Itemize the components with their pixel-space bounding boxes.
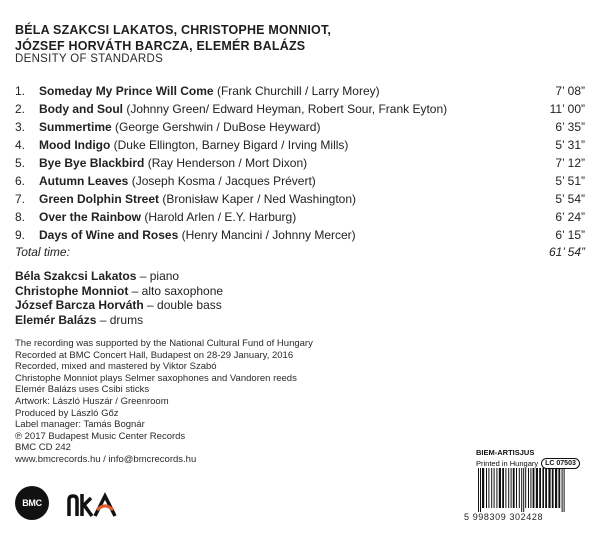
track-row	[15, 136, 585, 154]
track-credits: (Frank Churchill / Larry Morey)	[213, 84, 380, 98]
track-number: 5.	[15, 156, 26, 170]
track-time: 6’ 15”	[555, 228, 585, 242]
barcode-bar	[502, 468, 504, 508]
liner-note-line: Label manager: Tamás Bognár	[15, 419, 145, 431]
barcode-number: 5 998309 302428	[464, 512, 544, 522]
personnel-row	[15, 284, 223, 299]
musician-role: – double bass	[143, 298, 222, 312]
barcode-bar	[523, 468, 524, 512]
barcode-bar	[478, 468, 479, 512]
barcode-bar	[488, 468, 489, 508]
track-number: 9.	[15, 228, 26, 242]
barcode-bar	[513, 468, 515, 508]
track-title	[39, 208, 296, 226]
track-title	[39, 172, 316, 190]
liner-note-line: Recorded, mixed and mastered by Viktor Szabó	[15, 361, 217, 373]
barcode-bar	[486, 468, 487, 508]
track-number: 1.	[15, 84, 26, 98]
track-title	[39, 100, 447, 118]
barcode-bar	[505, 468, 506, 508]
track-number: 7.	[15, 192, 26, 206]
barcode-bar	[499, 468, 501, 508]
barcode-bar	[542, 468, 544, 508]
track-title-text: Days of Wine and Roses	[39, 228, 179, 242]
barcode-bar	[525, 468, 526, 508]
track-credits: (Bronisław Kaper / Ned Washington)	[159, 192, 357, 206]
barcode-bar	[548, 468, 550, 508]
track-credits: (Harold Arlen / E.Y. Harburg)	[141, 210, 297, 224]
track-time: 6’ 35”	[555, 120, 585, 134]
barcode-bar	[558, 468, 560, 508]
nka-logo	[67, 492, 119, 518]
track-credits: (Duke Ellington, Barney Bigard / Irving Mills)	[110, 138, 349, 152]
track-row	[15, 100, 585, 118]
musician-role: – piano	[136, 269, 180, 283]
album-title: DENSITY OF STANDARDS	[15, 53, 164, 65]
lc-code: LC 07503	[541, 458, 580, 469]
track-row	[15, 226, 585, 244]
barcode-bar	[539, 468, 541, 508]
track-time: 7’ 08”	[555, 84, 585, 98]
total-time	[15, 243, 585, 261]
barcode-bar	[521, 468, 522, 512]
printed-in-label: Printed in Hungary	[476, 459, 539, 468]
track-credits: (Johnny Green/ Edward Heyman, Robert Sour, Frank Eyton)	[123, 102, 448, 116]
liner-note-line: Recorded at BMC Concert Hall, Budapest on 28-29 January, 2016	[15, 349, 294, 361]
barcode-bar	[496, 468, 497, 508]
track-title-text: Summertime	[39, 120, 112, 134]
track-title-text: Green Dolphin Street	[39, 192, 160, 206]
liner-note-line: The recording was supported by the National Cultural Fund of Hungary	[15, 338, 313, 349]
track-time: 11’ 00”	[549, 102, 585, 116]
barcode-bar	[480, 468, 481, 512]
barcode	[474, 468, 586, 512]
barcode-bar	[511, 468, 512, 508]
track-title-text: Bye Bye Blackbird	[39, 156, 145, 170]
barcode-bar	[508, 468, 509, 508]
personnel-row	[15, 269, 223, 284]
barcode-bar	[545, 468, 547, 508]
musician-name: Elemér Balázs	[15, 312, 97, 327]
track-row	[15, 172, 585, 190]
barcode-bar	[533, 468, 535, 508]
track-credits: (Joseph Kosma / Jacques Prévert)	[128, 174, 316, 188]
nka-logo-text: nka	[67, 492, 69, 493]
personnel-row	[15, 313, 223, 328]
track-number: 6.	[15, 174, 26, 188]
musician-role: – alto saxophone	[128, 283, 224, 298]
liner-notes	[15, 338, 313, 466]
liner-note-line: www.bmcrecords.hu / info@bmcrecords.hu	[15, 453, 197, 465]
track-title	[39, 82, 380, 100]
track-number: 8.	[15, 210, 26, 224]
track-time: 7’ 12”	[555, 156, 585, 170]
track-number: 3.	[15, 120, 26, 134]
track-title	[39, 118, 320, 136]
track-title-text: Mood Indigo	[39, 138, 111, 152]
track-title-text: Body and Soul	[39, 102, 123, 116]
barcode-bar	[552, 468, 554, 508]
track-time: 6’ 24”	[555, 210, 585, 224]
barcode-bar	[482, 468, 484, 508]
track-row	[15, 208, 585, 226]
total-time-value: 61’ 54”	[548, 245, 585, 259]
musician-name: József Barcza Horváth	[15, 298, 144, 312]
track-number: 2.	[15, 102, 26, 116]
track-credits: (George Gershwin / DuBose Heyward)	[111, 120, 321, 134]
barcode-bar	[491, 468, 492, 508]
barcode-bar	[562, 468, 563, 512]
liner-note-line: BMC CD 242	[15, 442, 71, 454]
total-time-label: Total time:	[15, 245, 70, 259]
track-title-text: Over the Rainbow	[39, 210, 142, 224]
track-title	[39, 136, 348, 154]
barcode-bar	[494, 468, 495, 508]
track-title	[39, 154, 307, 172]
personnel-list	[15, 269, 223, 327]
track-row	[15, 154, 585, 172]
bmc-logo: BMC	[15, 486, 49, 520]
artists-heading	[15, 22, 331, 54]
barcode-bar	[519, 468, 520, 508]
track-row	[15, 82, 585, 100]
track-title	[39, 226, 356, 244]
artists-line-2: JÓZSEF HORVÁTH BARCZA, ELEMÉR BALÁZS	[15, 39, 306, 53]
liner-note-line: Christophe Monniot plays Selmer saxophones and Vandoren reeds	[15, 372, 297, 384]
personnel-row	[15, 298, 223, 313]
liner-note-line: ℗ 2017 Budapest Music Center Records	[15, 430, 186, 442]
musician-role: – drums	[96, 312, 144, 327]
track-number: 4.	[15, 138, 26, 152]
track-credits: (Henry Mancini / Johnny Mercer)	[178, 228, 356, 242]
musician-name: Christophe Monniot	[15, 283, 129, 298]
barcode-bar	[530, 468, 531, 508]
track-title-text: Autumn Leaves	[39, 174, 129, 188]
biem-artisjus-block	[476, 448, 580, 469]
barcode-bar	[564, 468, 565, 512]
track-time: 5’ 54”	[555, 192, 585, 206]
track-row	[15, 190, 585, 208]
artists-line-1: BÉLA SZAKCSI LAKATOS, CHRISTOPHE MONNIOT,	[15, 23, 332, 37]
liner-note-line: Elemér Balázs uses Csibi sticks	[15, 384, 150, 396]
track-credits: (Ray Henderson / Mort Dixon)	[144, 156, 308, 170]
track-time: 5’ 51”	[555, 174, 585, 188]
track-time: 5’ 31”	[555, 138, 585, 152]
barcode-bar	[528, 468, 529, 508]
track-row	[15, 118, 585, 136]
barcode-bar	[555, 468, 557, 508]
track-title-text: Someday My Prince Will Come	[39, 84, 214, 98]
biem-title: BIEM-ARTISJUS	[476, 448, 535, 457]
liner-note-line: Produced by László Gőz	[15, 407, 119, 419]
barcode-bar	[536, 468, 538, 508]
track-title	[39, 190, 356, 208]
musician-name: Béla Szakcsi Lakatos	[15, 269, 137, 283]
barcode-bar	[516, 468, 517, 508]
track-list	[15, 82, 585, 244]
liner-note-line: Artwork: László Huszár / Greenroom	[15, 395, 169, 407]
